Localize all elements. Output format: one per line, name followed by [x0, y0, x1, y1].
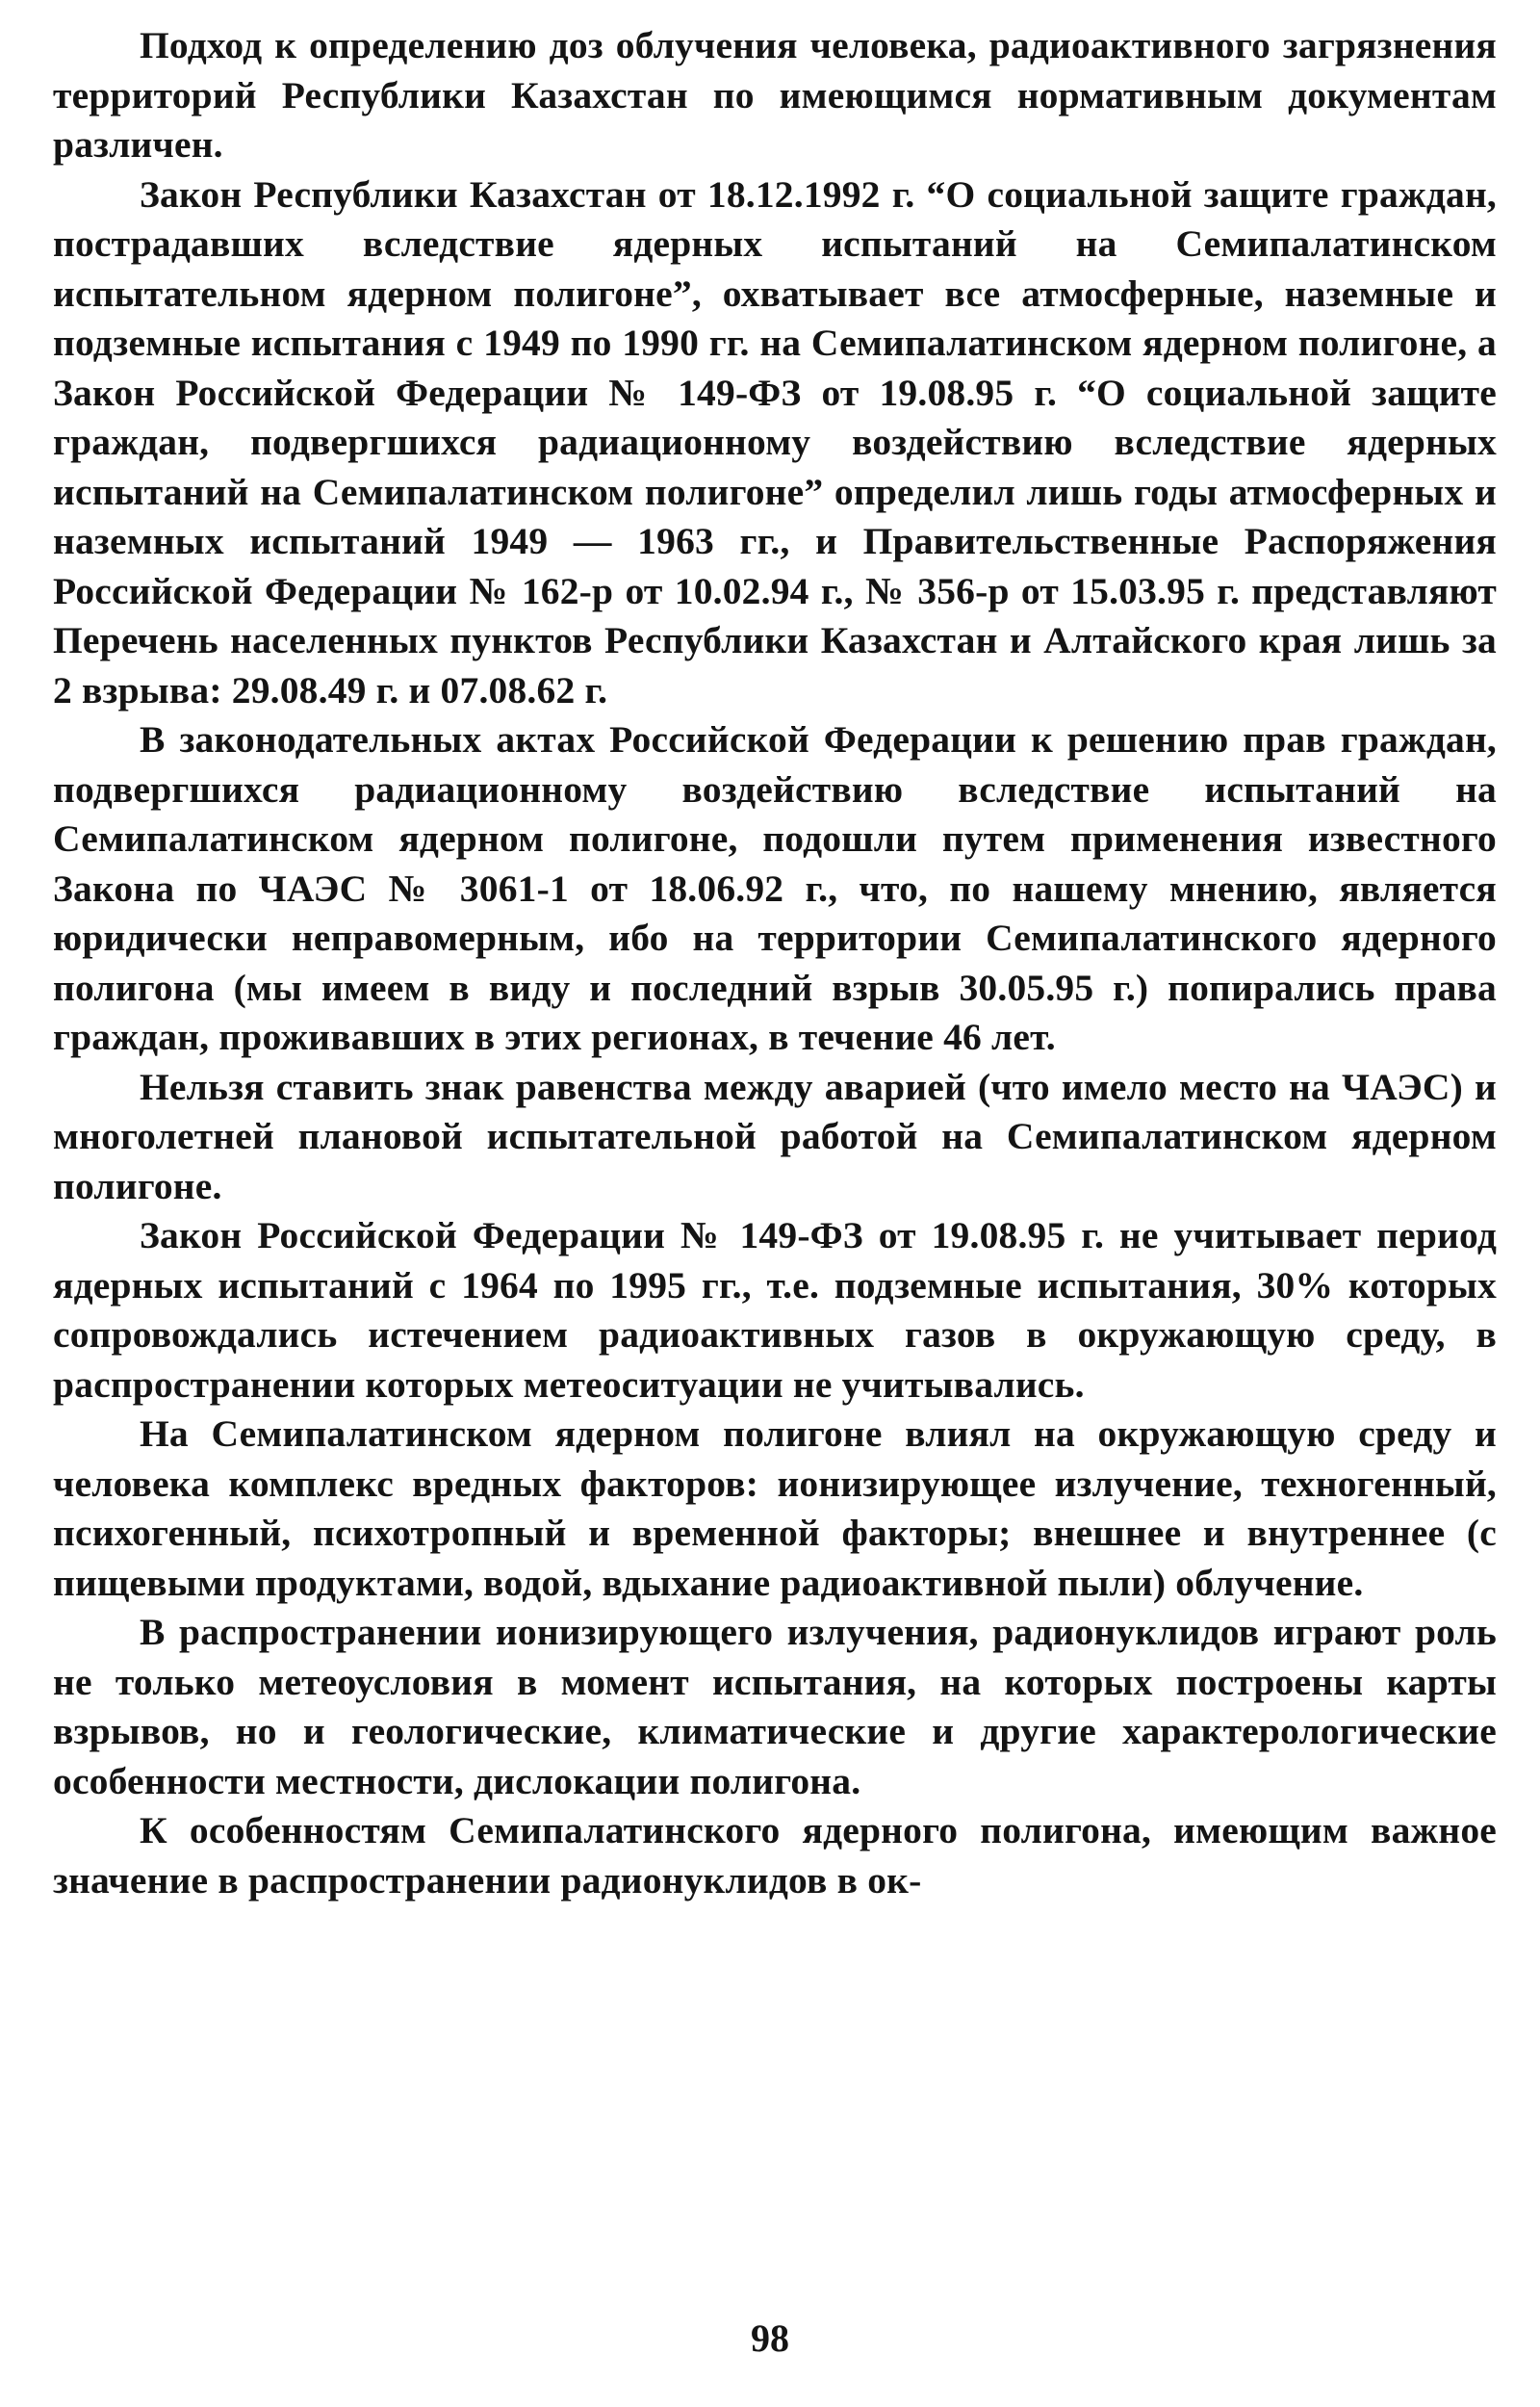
paragraph-russian-legislation: В законодательных актах Российской Федерации к решению прав граждан, подвергшихся радиационному воздействию вследствие испытаний на Семипалатинском ядерном полигоне, подошли путем применения известного Закона по ЧАЭС № 3061-1 от 18.06.92 г., что, по нашему мнению, является юридически неправомерным, ибо на территории Семипалатинского ядерного полигона (мы имеем в виду и последний взрыв 30.05.95 г.) попирались права граждан, проживавших в этих регионах, в течение 46 лет.	[53, 718, 1497, 1058]
paragraph-harmful-factors: На Семипалатинском ядерном полигоне влиял на окружающую среду и человека комплекс вредных факторов: ионизирующее излучение, техногенный, психогенный, психотропный и временной факторы; внешнее и внутреннее (с пищевыми продуктами, водой, вдыхание радиоактивной пыли) облучение.	[53, 1412, 1497, 1604]
paragraph-polygon-features: К особенностям Семипалатинского ядерного полигона, имеющим важное значение в распространении радионуклидов в ок-	[53, 1809, 1497, 1902]
page-body	[53, 21, 1497, 1905]
paragraph-chernobyl-comparison: Нельзя ставить знак равенства между аварией (что имело место на ЧАЭС) и многолетней плановой испытательной работой на Семипалатинском ядерном полигоне.	[53, 1065, 1497, 1207]
paragraph-kazakhstan-law: Закон Республики Казахстан от 18.12.1992 г. “О социальной защите граждан, пострадавших вследствие ядерных испытаний на Семипалатинском испытательном ядерном полигоне”, охватывает все атмосферные, наземные и подземные испытания с 1949 по 1990 гг. на Семипалатинском ядерном полигоне, а Закон Российской Федерации № 149-ФЗ от 19.08.95 г. “О социальной защите граждан, подвергшихся радиационному воздействию вследствие ядерных испытаний на Семипалатинском полигоне” определил лишь годы атмосферных и наземных испытаний 1949 — 1963 гг., и Правительственные Распоряжения Российской Федерации № 162-р от 10.02.94 г., № 356-р от 15.03.95 г. представляют Перечень населенных пунктов Республики Казахстан и Алтайского края лишь за 2 взрыва: 29.08.49 г. и 07.08.62 г.	[53, 172, 1497, 712]
paragraph-radionuclide-spread: В распространении ионизирующего излучения, радионуклидов играют роль не только метеоусловия в момент испытания, на которых построены карты взрывов, но и геологические, климатические и другие характерологические особенности местности, дислокации полигона.	[53, 1611, 1497, 1802]
page-number: 98	[751, 2316, 789, 2360]
paragraph-law-149-period: Закон Российской Федерации № 149-ФЗ от 19.08.95 г. не учитывает период ядерных испытаний с 1964 по 1995 гг., т.е. подземные испытания, 30% которых сопровождались истечением радиоактивных газов в окружающую среду, в распространении которых метеоситуации не учитывались.	[53, 1214, 1497, 1406]
paragraph-dose-approach: Подход к определению доз облучения человека, радиоактивного загрязнения территорий Республики Казахстан по имеющимся нормативным документам различен.	[53, 24, 1497, 166]
